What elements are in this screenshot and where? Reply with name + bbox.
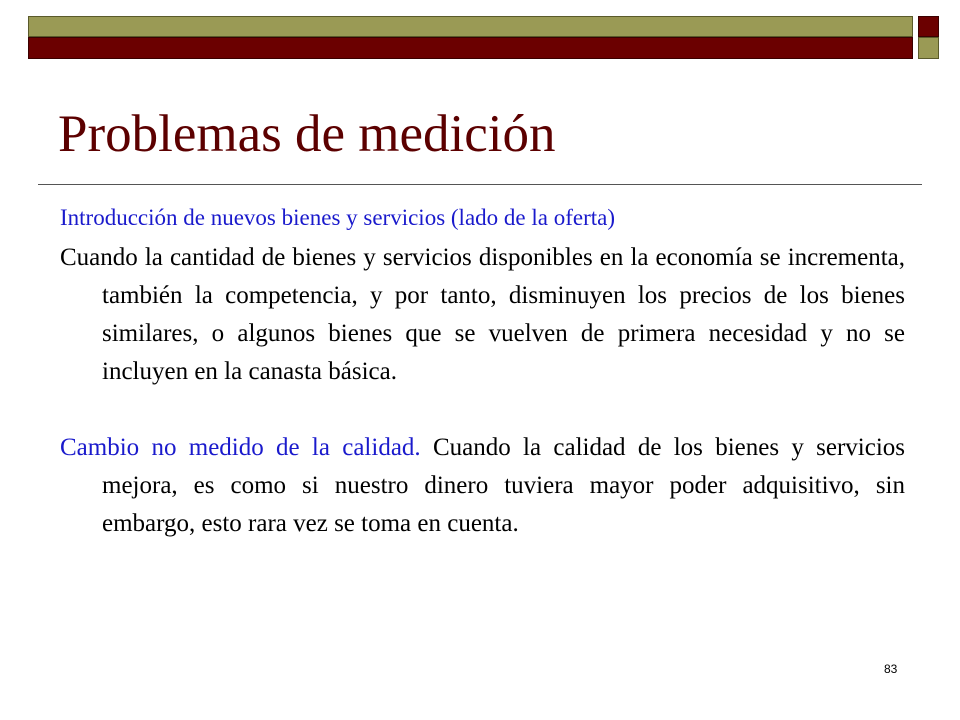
header-square-olive: [918, 37, 939, 59]
title-divider: [38, 184, 922, 185]
slide-title: Problemas de medición: [58, 105, 556, 163]
header-square-maroon: [918, 16, 939, 37]
quality-change-text: Cuando la calidad de los bienes y servicios mejora, es como si nuestro dinero tuviera mayor poder adquisitivo, sin embargo, esto rara vez se toma en cuenta.: [102, 434, 906, 537]
paragraph-quality-change: [60, 429, 905, 543]
slide-body: [60, 200, 905, 543]
section-heading: Introducción de nuevos bienes y servicios (lado de la oferta): [60, 205, 615, 230]
paragraph-supply-side: Cuando la cantidad de bienes y servicios disponibles en la economía se incrementa, también la competencia, y por tanto, disminuyen los precios de los bienes similares, o algunos bienes que se vuelven de primera necesidad y no se incluyen en la canasta básica.: [60, 244, 905, 385]
quality-change-heading: Cambio no medido de la calidad.: [60, 434, 421, 461]
header-bar-maroon: [28, 37, 913, 59]
header-bar-olive: [28, 16, 913, 37]
page-number: 83: [884, 662, 898, 676]
